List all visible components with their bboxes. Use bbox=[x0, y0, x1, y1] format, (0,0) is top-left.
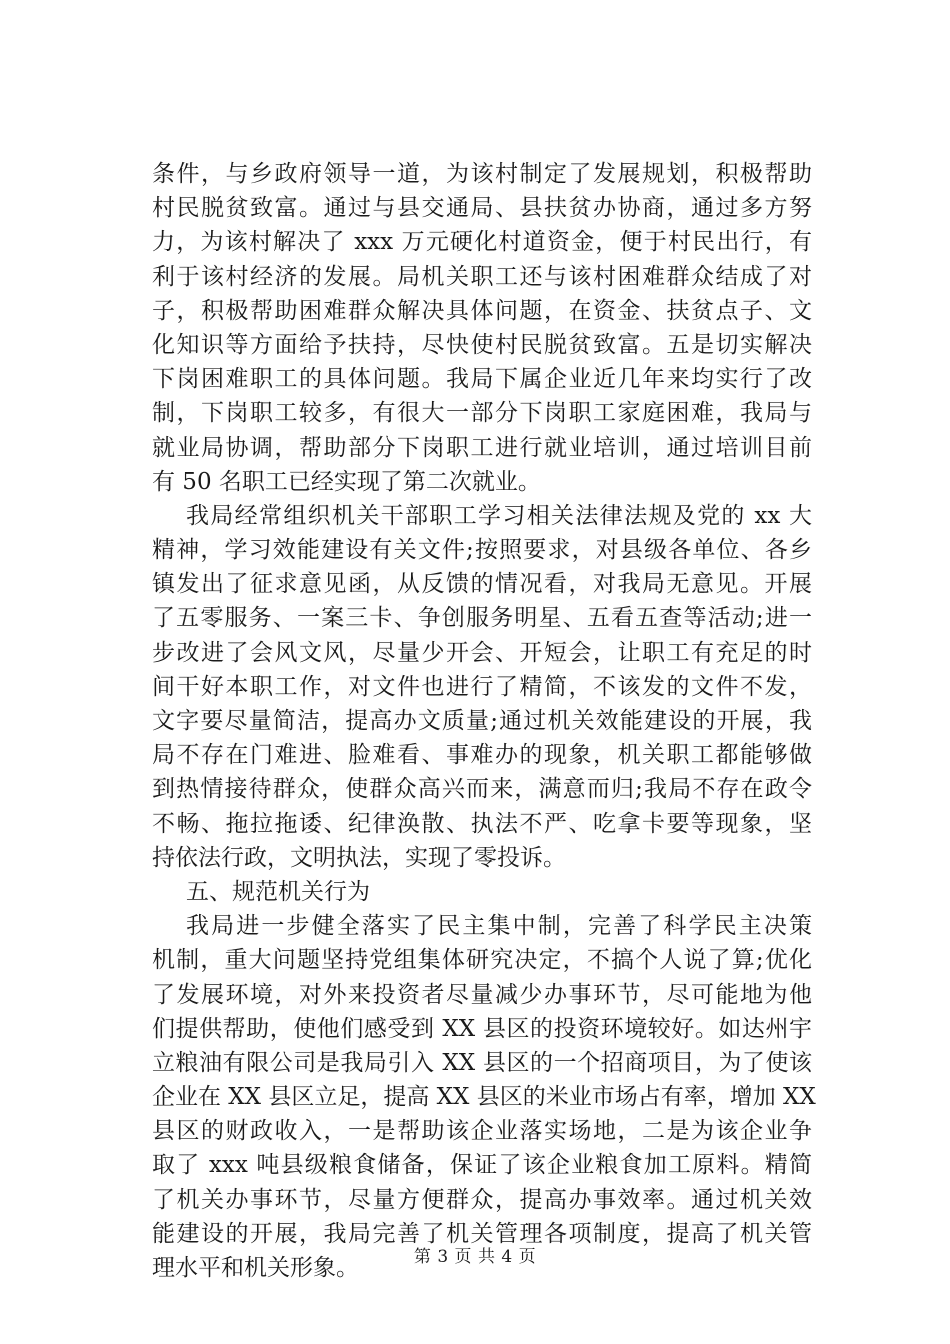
text-line: 企业在 XX 县区立足，提高 XX 县区的米业市场占有率，增加 XX bbox=[152, 1084, 816, 1111]
text-line: 精神，学习效能建设有关文件;按照要求，对县级各单位、各乡 bbox=[152, 537, 812, 564]
page-number-footer: 第 3 页 共 4 页 bbox=[413, 1247, 537, 1267]
document-body bbox=[152, 157, 816, 1285]
text-line: 力，为该村解决了 xxx 万元硬化村道资金，便于村民出行，有 bbox=[152, 229, 812, 256]
text-line: 子，积极帮助困难群众解决具体问题，在资金、扶贫点子、文 bbox=[152, 297, 812, 324]
paragraph-first-line: 我局进一步健全落实了民主集中制，完善了科学民主决策 bbox=[186, 913, 812, 940]
text-line: 到热情接待群众，使群众高兴而来，满意而归;我局不存在政令 bbox=[152, 776, 812, 803]
text-line: 局不存在门难进、脸难看、事难办的现象，机关职工都能够做 bbox=[152, 742, 812, 769]
text-line: 了机关办事环节，尽量方便群众，提高办事效率。通过机关效 bbox=[152, 1186, 812, 1213]
section-heading: 五、规范机关行为 bbox=[186, 878, 370, 905]
text-line: 取了 xxx 吨县级粮食储备，保证了该企业粮食加工原料。精简 bbox=[152, 1152, 812, 1179]
text-line: 持依法行政，文明执法，实现了零投诉。 bbox=[152, 844, 566, 871]
text-line: 机制，重大问题坚持党组集体研究决定，不搞个人说了算;优化 bbox=[152, 947, 812, 974]
text-line: 了五零服务、一案三卡、争创服务明星、五看五查等活动;进一 bbox=[152, 605, 812, 632]
text-line: 们提供帮助，使他们感受到 XX 县区的投资环境较好。如达州宇 bbox=[152, 1015, 812, 1042]
text-line: 文字要尽量简洁，提高办文质量;通过机关效能建设的开展，我 bbox=[152, 708, 812, 734]
text-line: 步改进了会风文风，尽量少开会、开短会，让职工有充足的时 bbox=[152, 639, 812, 666]
text-line: 理水平和机关形象。 bbox=[152, 1255, 359, 1281]
text-line: 能建设的开展，我局完善了机关管理各项制度，提高了机关管 bbox=[152, 1220, 812, 1247]
text-line: 下岗困难职工的具体问题。我局下属企业近几年来均实行了改 bbox=[152, 366, 812, 393]
text-line: 就业局协调，帮助部分下岗职工进行就业培训，通过培训目前 bbox=[152, 434, 812, 461]
text-line: 化知识等方面给予扶持，尽快使村民脱贫致富。五是切实解决 bbox=[152, 331, 812, 358]
text-line: 立粮油有限公司是我局引入 XX 县区的一个招商项目，为了使该 bbox=[152, 1049, 812, 1076]
paragraph-first-line: 我局经常组织机关干部职工学习相关法律法规及党的 xx 大 bbox=[186, 502, 812, 529]
text-line: 镇发出了征求意见函，从反馈的情况看，对我局无意见。开展 bbox=[152, 571, 812, 598]
text-line: 制，下岗职工较多，有很大一部分下岗职工家庭困难，我局与 bbox=[152, 400, 812, 427]
text-line: 村民脱贫致富。通过与县交通局、县扶贫办协商，通过多方努 bbox=[152, 195, 812, 222]
text-line: 利于该村经济的发展。局机关职工还与该村困难群众结成了对 bbox=[152, 263, 812, 290]
text-line: 有 50 名职工已经实现了第二次就业。 bbox=[152, 468, 541, 495]
text-line: 间干好本职工作，对文件也进行了精简，不该发的文件不发， bbox=[152, 673, 812, 700]
text-line: 不畅、拖拉拖诿、纪律涣散、执法不严、吃拿卡要等现象，坚 bbox=[152, 810, 812, 837]
text-line: 县区的财政收入，一是帮助该企业落实场地，二是为该企业争 bbox=[152, 1118, 812, 1145]
text-line: 了发展环境，对外来投资者尽量减少办事环节，尽可能地为他 bbox=[152, 981, 812, 1008]
text-line: 条件，与乡政府领导一道，为该村制定了发展规划，积极帮助 bbox=[152, 161, 812, 187]
